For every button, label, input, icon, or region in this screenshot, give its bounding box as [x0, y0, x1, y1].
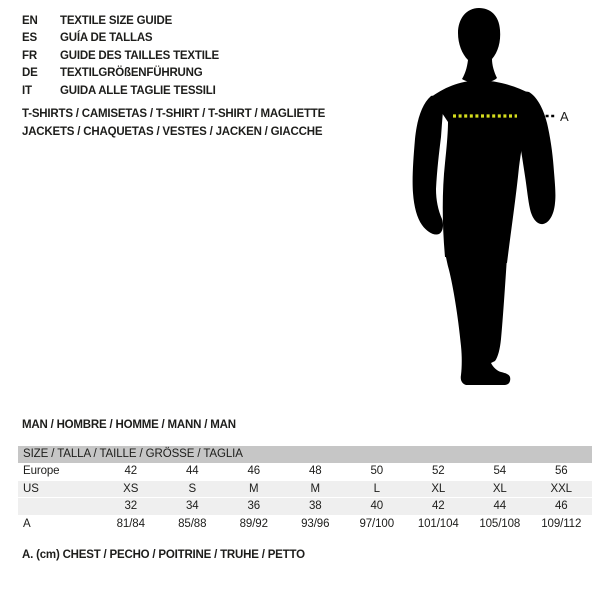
language-label: GUÍA DE TALLAS [60, 32, 153, 45]
language-label: GUIDE DES TAILLES TEXTILE [60, 49, 219, 62]
size-cell: 54 [493, 465, 507, 477]
table-row-us [18, 481, 592, 499]
section-label-man: MAN / HOMBRE / HOMME / MANN / MAN [22, 419, 236, 431]
size-cell: 46 [247, 465, 261, 477]
size-cell: 32 [124, 500, 138, 512]
size-cell: 34 [185, 500, 199, 512]
size-cell: 81/84 [116, 517, 145, 530]
language-code: FR [22, 49, 37, 62]
size-cell: 50 [370, 465, 384, 477]
language-code: IT [22, 84, 32, 97]
measure-label-a: A [560, 109, 569, 124]
size-cell: S [188, 482, 197, 495]
size-cell: XL [492, 482, 507, 495]
row-label: Europe [23, 465, 60, 477]
size-cell: XL [431, 482, 446, 495]
language-row-de [22, 65, 219, 83]
size-cell: XS [123, 482, 139, 495]
size-cell: 93/96 [301, 517, 330, 530]
table-row-europe [18, 463, 592, 481]
size-table [18, 446, 592, 533]
size-cell: 36 [247, 500, 261, 512]
language-row-it [22, 82, 219, 100]
row-label: A [23, 517, 31, 530]
category-line-jackets: JACKETS / CHAQUETAS / VESTES / JACKEN / GIACCHE [22, 125, 323, 138]
silhouette-legs [445, 252, 510, 385]
language-code: ES [22, 32, 37, 45]
size-cell: 48 [308, 465, 322, 477]
size-cell: 42 [124, 465, 138, 477]
language-row-en [22, 12, 219, 30]
man-silhouette-figure [403, 5, 575, 393]
footnote-chest: A. (cm) CHEST / PECHO / POITRINE / TRUHE / PETTO [22, 549, 305, 561]
silhouette-right-arm [514, 92, 555, 224]
size-cell: M [310, 482, 320, 495]
language-label: TEXTILGRÖßENFÜHRUNG [60, 67, 203, 80]
table-row-chest-a [18, 516, 592, 534]
language-label: TEXTILE SIZE GUIDE [60, 14, 173, 27]
size-cell: 42 [431, 500, 445, 512]
language-code: DE [22, 67, 38, 80]
row-label: US [23, 482, 39, 495]
size-cell: 101/104 [417, 517, 459, 530]
size-table-header: SIZE / TALLA / TAILLE / GRÖSSE / TAGLIA [18, 446, 592, 463]
size-cell: 44 [493, 500, 507, 512]
category-list [22, 106, 325, 141]
size-cell: 105/108 [479, 517, 521, 530]
size-cell: 52 [431, 465, 445, 477]
table-row-numeric [18, 498, 592, 516]
size-cell: 89/92 [239, 517, 268, 530]
silhouette-head [458, 8, 500, 83]
size-cell: 46 [554, 500, 568, 512]
size-cell: M [249, 482, 259, 495]
language-code: EN [22, 14, 38, 27]
category-line-tshirts: T-SHIRTS / CAMISETAS / T-SHIRT / T-SHIRT / MAGLIETTE [22, 108, 326, 120]
language-row-fr [22, 47, 219, 65]
row-label [18, 498, 100, 515]
size-cell: 56 [554, 465, 568, 477]
size-cell: 97/100 [359, 517, 395, 530]
size-cell: XXL [550, 482, 572, 495]
language-list [22, 12, 219, 100]
size-cell: 38 [308, 500, 322, 512]
silhouette-left-arm [413, 96, 444, 235]
language-row-es [22, 30, 219, 48]
size-cell: 44 [185, 465, 199, 477]
size-cell: L [373, 482, 380, 495]
size-cell: 85/88 [178, 517, 207, 530]
language-label: GUIDA ALLE TAGLIE TESSILI [60, 84, 216, 97]
size-cell: 40 [370, 500, 384, 512]
size-cell: 109/112 [541, 517, 582, 530]
man-silhouette [413, 8, 556, 385]
